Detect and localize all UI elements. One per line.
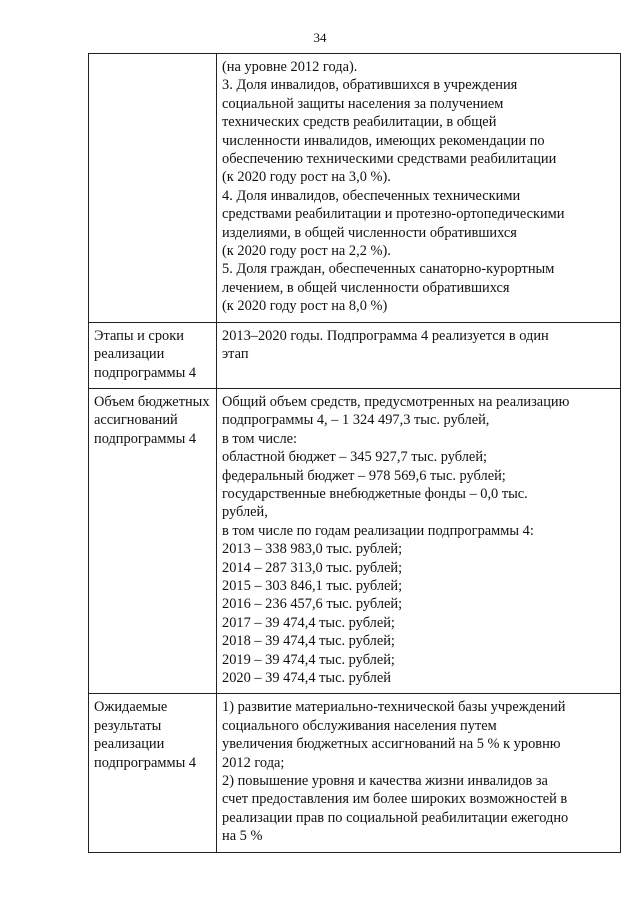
label-line: реализации xyxy=(94,346,165,363)
value-line: 5. Доля граждан, обеспеченных санаторно-курортным xyxy=(222,261,555,278)
table-row-results xyxy=(89,694,621,852)
page-number: 34 xyxy=(313,30,327,45)
label-line: Ожидаемые xyxy=(94,699,168,716)
value-line: социального обслуживания населения путем xyxy=(222,717,497,734)
value-line: Общий объем средств, предусмотренных на реализацию xyxy=(222,393,570,410)
value-line: в том числе: xyxy=(222,430,298,447)
indicators-value-cell xyxy=(217,54,621,323)
value-line: федеральный бюджет – 978 569,6 тыс. рублей; xyxy=(222,467,506,484)
value-line: государственные внебюджетные фонды – 0,0 тыс. xyxy=(222,485,528,502)
row-label-cell xyxy=(89,54,217,323)
value-line: 2013 – 338 983,0 тыс. рублей; xyxy=(222,541,403,558)
budget-value-cell xyxy=(217,388,621,694)
value-line: 2012 года; xyxy=(222,754,285,771)
value-line: этап xyxy=(222,346,249,363)
value-line: средствами реабилитации и протезно-ортопедическими xyxy=(222,206,565,223)
value-line: 2018 – 39 474,4 тыс. рублей; xyxy=(222,633,395,650)
value-line: (к 2020 году рост на 8,0 %) xyxy=(222,298,388,315)
row-label-cell xyxy=(89,694,217,852)
row-label-cell xyxy=(89,322,217,388)
table-row-budget xyxy=(89,388,621,694)
value-line: 2016 – 236 457,6 тыс. рублей; xyxy=(222,596,403,613)
value-line: подпрограммы 4, – 1 324 497,3 тыс. рублей, xyxy=(222,412,490,429)
value-line: рублей, xyxy=(222,504,268,521)
label-line: Объем бюджетных xyxy=(94,393,210,410)
value-line: численности инвалидов, имеющих рекомендации по xyxy=(222,132,545,149)
value-line: технических средств реабилитации, в общей xyxy=(222,114,497,131)
value-line: 2017 – 39 474,4 тыс. рублей; xyxy=(222,614,395,631)
label-line: Этапы и сроки xyxy=(94,327,184,344)
table-row-stages xyxy=(89,322,621,388)
label-line: подпрограммы 4 xyxy=(94,430,197,447)
value-line: 1) развитие материально-технической базы учреждений xyxy=(222,699,566,716)
label-line: подпрограммы 4 xyxy=(94,754,197,771)
value-line: 2) повышение уровня и качества жизни инвалидов за xyxy=(222,773,548,790)
value-line: (на уровне 2012 года). xyxy=(222,59,358,75)
label-line: подпрограммы 4 xyxy=(94,364,197,381)
value-line: 2013–2020 годы. Подпрограмма 4 реализуется в один xyxy=(222,327,549,344)
subprogram-passport-table xyxy=(88,53,621,853)
value-line: областной бюджет – 345 927,7 тыс. рублей; xyxy=(222,449,488,466)
value-line: (к 2020 году рост на 2,2 %). xyxy=(222,243,391,260)
value-line: увеличения бюджетных ассигнований на 5 % к уровню xyxy=(222,736,561,753)
value-line: социальной защиты населения за получением xyxy=(222,95,504,112)
value-line: (к 2020 году рост на 3,0 %). xyxy=(222,169,391,186)
value-line: реализации прав по социальной реабилитации ежегодно xyxy=(222,809,569,826)
value-line: 2019 – 39 474,4 тыс. рублей; xyxy=(222,651,395,668)
table-row-indicators xyxy=(89,54,621,323)
value-line: 4. Доля инвалидов, обеспеченных техническими xyxy=(222,187,521,204)
value-line: лечением, в общей численности обратившихся xyxy=(222,279,510,296)
row-label-cell xyxy=(89,388,217,694)
results-value-cell xyxy=(217,694,621,852)
value-line: 2014 – 287 313,0 тыс. рублей; xyxy=(222,559,403,576)
value-line: обеспечению техническими средствами реабилитации xyxy=(222,151,557,168)
value-line: изделиями, в общей численности обратившихся xyxy=(222,224,517,241)
value-line: 2020 – 39 474,4 тыс. рублей xyxy=(222,670,391,686)
label-line: ассигнований xyxy=(94,412,178,429)
stages-value-cell xyxy=(217,322,621,388)
label-line: результаты xyxy=(94,717,162,734)
value-line: 3. Доля инвалидов, обратившихся в учреждения xyxy=(222,77,518,94)
value-line: счет предоставления им более широких возможностей в xyxy=(222,791,568,808)
label-line: реализации xyxy=(94,736,165,753)
value-line: в том числе по годам реализации подпрограммы 4: xyxy=(222,522,534,539)
value-line: 2015 – 303 846,1 тыс. рублей; xyxy=(222,577,403,594)
value-line: на 5 % xyxy=(222,828,263,845)
